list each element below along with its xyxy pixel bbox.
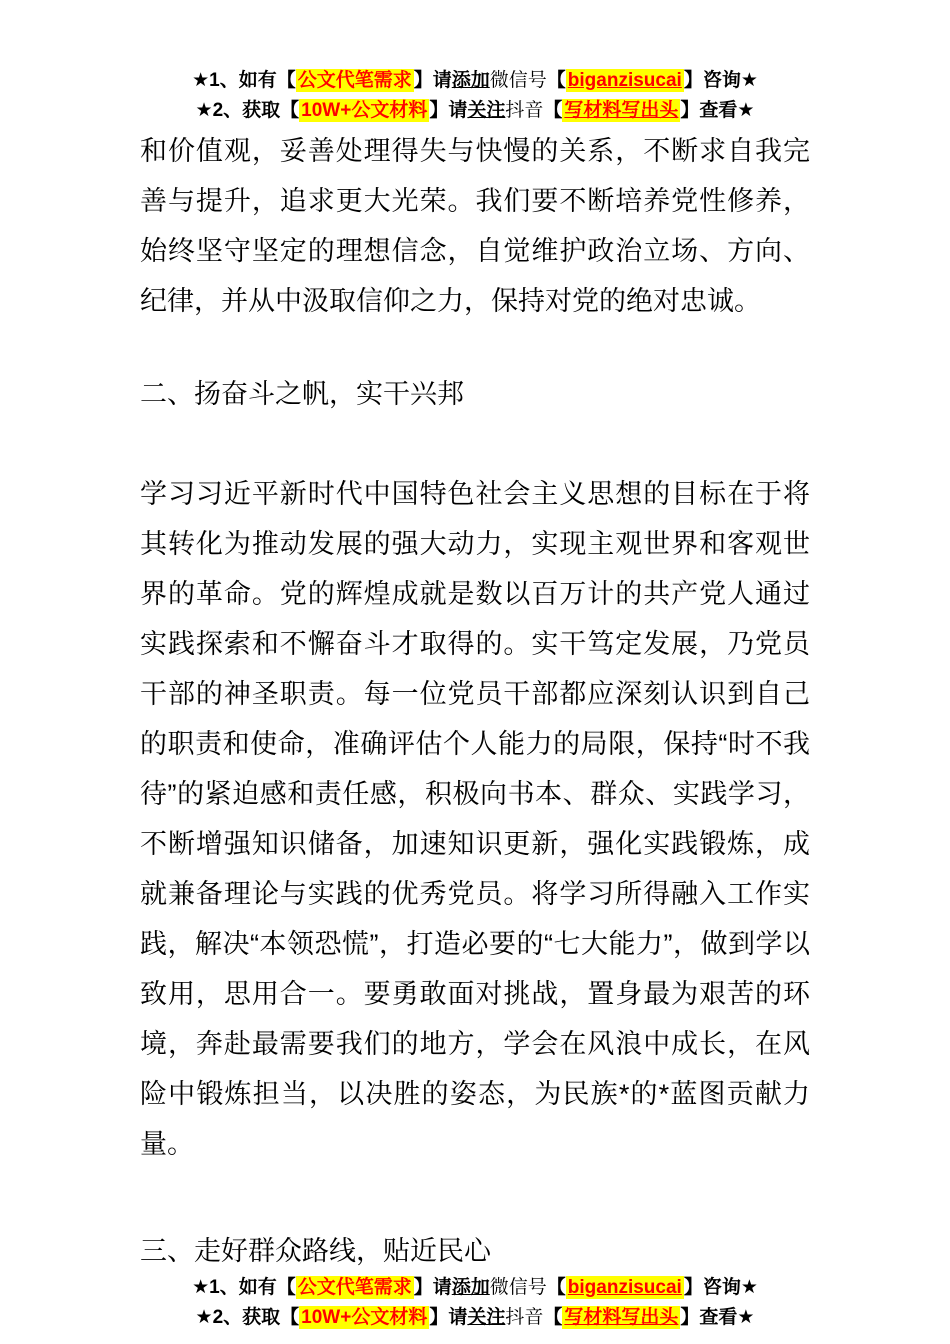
promo2-follow-underlined: 关注 bbox=[467, 1307, 506, 1328]
promo1-add-underlined: 添加 bbox=[451, 1277, 490, 1298]
promo2-douyin-label: 抖音 bbox=[505, 100, 544, 121]
promo1-mid: 】请 bbox=[413, 70, 452, 91]
promo1-suffix: 】咨询★ bbox=[683, 70, 758, 91]
promo1-wechat-label: 微信号 bbox=[489, 70, 547, 91]
promo1-prefix: ★1、如有【 bbox=[192, 1277, 296, 1298]
promo-top-line-2 bbox=[140, 96, 810, 126]
promo1-bracket: 【 bbox=[546, 1277, 566, 1298]
paragraph-section-2: 学习习近平新时代中国特色社会主义思想的目标在于将其转化为推动发展的强大动力，实现主观世界和客观世界的革命。党的辉煌成就是数以百万计的共产党人通过实践探索和不懈奋斗才取得的。实干笃定发展，乃党员干部的神圣职责。每一位党员干部都应深刻认识到自己的职责和使命，准确评估个人能力的局限，保持“时不我待”的紧迫感和责任感，积极向书本、群众、实践学习，不断增强知识储备，加速知识更新，强化实践锻炼，成就兼备理论与实践的优秀党员。将学习所得融入工作实践，解决“本领恐慌”，打造必要的“七大能力”，做到学以致用，思用合一。要勇敢面对挑战，置身最为艰苦的环境，奔赴最需要我们的地方，学会在风浪中成长，在风险中锻炼担当，以决胜的姿态，为民族*的*蓝图贡献力量。 bbox=[140, 479, 810, 1159]
promo2-highlight-materials: 10W+公文材料 bbox=[301, 1307, 428, 1328]
promo1-suffix: 】咨询★ bbox=[683, 1277, 758, 1298]
promo2-follow-underlined: 关注 bbox=[467, 100, 506, 121]
promo-banner-bottom bbox=[140, 1273, 810, 1333]
promo2-douyin-id: 写材料写出头 bbox=[564, 100, 679, 121]
promo2-mid: 】请 bbox=[429, 100, 468, 121]
promo-bottom-line-1 bbox=[140, 1273, 810, 1303]
promo1-mid: 】请 bbox=[413, 1277, 452, 1298]
promo1-wechat-id: biganzisucai bbox=[567, 1277, 682, 1298]
section-heading-3: 三、走好群众路线，贴近民心 bbox=[140, 1236, 491, 1266]
promo2-douyin-label: 抖音 bbox=[505, 1307, 544, 1328]
promo2-mid: 】请 bbox=[429, 1307, 468, 1328]
promo1-add-underlined: 添加 bbox=[451, 70, 490, 91]
promo2-highlight-materials: 10W+公文材料 bbox=[301, 100, 428, 121]
promo1-highlight-service: 公文代笔需求 bbox=[297, 1277, 412, 1298]
promo2-prefix: ★2、获取【 bbox=[195, 100, 300, 121]
promo2-bracket: 【 bbox=[543, 100, 563, 121]
promo-banner-top bbox=[140, 66, 810, 126]
promo2-bracket: 【 bbox=[543, 1307, 563, 1328]
paragraph-continuation: 和价值观，妥善处理得失与快慢的关系，不断求自我完善与提升，追求更大光荣。我们要不断培养党性修养，始终坚守坚定的理想信念，自觉维护政治立场、方向、纪律，并从中汲取信仰之力，保持对党的绝对忠诚。 bbox=[140, 136, 810, 316]
promo2-suffix: 】查看★ bbox=[680, 1307, 755, 1328]
promo-top-line-1 bbox=[140, 66, 810, 96]
section-heading-2: 二、扬奋斗之帆，实干兴邦 bbox=[140, 379, 464, 409]
promo1-wechat-label: 微信号 bbox=[489, 1277, 547, 1298]
promo2-prefix: ★2、获取【 bbox=[195, 1307, 300, 1328]
promo-bottom-line-2 bbox=[140, 1303, 810, 1333]
promo1-highlight-service: 公文代笔需求 bbox=[297, 70, 412, 91]
promo2-suffix: 】查看★ bbox=[680, 100, 755, 121]
promo1-wechat-id: biganzisucai bbox=[567, 70, 682, 91]
promo2-douyin-id: 写材料写出头 bbox=[564, 1307, 679, 1328]
promo1-bracket: 【 bbox=[546, 70, 566, 91]
promo1-prefix: ★1、如有【 bbox=[192, 70, 296, 91]
